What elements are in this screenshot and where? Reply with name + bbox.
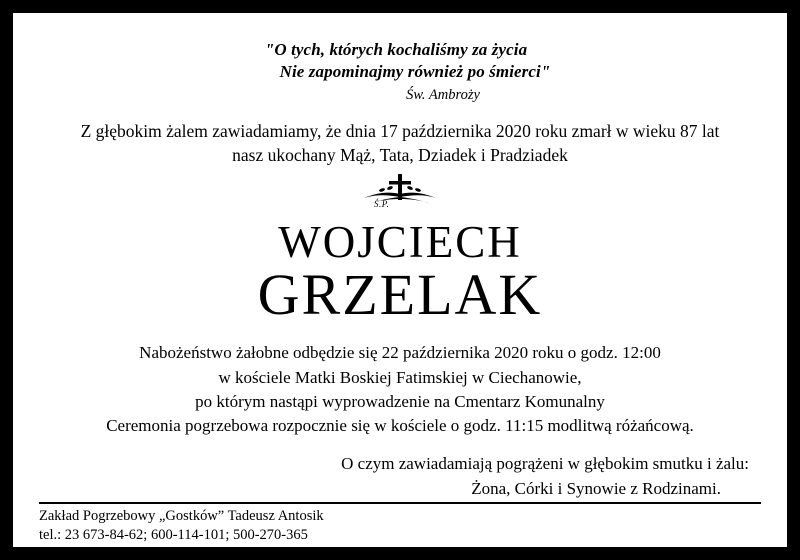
cross-with-wheat-and-palm-icon bbox=[352, 173, 448, 213]
service-line-2: w kościele Matki Boskiej Fatimskiej w Ciechanowie, bbox=[218, 367, 582, 387]
deceased-surname: GRZELAK bbox=[257, 261, 543, 327]
service-details bbox=[39, 341, 761, 438]
sp-abbreviation: Ś.P. bbox=[374, 199, 390, 210]
announcement-text bbox=[39, 120, 761, 167]
funeral-home-phones: tel.: 23 673-84-62; 600-114-101; 500-270-365 bbox=[39, 527, 308, 544]
funeral-home-footer bbox=[39, 502, 761, 547]
family-signoff bbox=[39, 452, 761, 501]
service-line-3: po którym nastąpi wyprowadzenie na Cmentarz Komunalny bbox=[195, 391, 605, 411]
quote-line-2: Nie zapominajmy również po śmierci" bbox=[279, 61, 551, 81]
deceased-given-name: WOJCIECH bbox=[278, 217, 522, 268]
funeral-home-name: Zakład Pogrzebowy „Gostków” Tadeusz Antosik bbox=[39, 508, 324, 525]
service-line-1: Nabożeństwo żałobne odbędzie się 22 października 2020 roku o godz. 12:00 bbox=[139, 343, 661, 363]
signoff-line-2: Żona, Córki i Synowie z Rodzinami. bbox=[471, 478, 721, 498]
quote-author: Św. Ambroży bbox=[406, 86, 480, 103]
announcement-line-1: Z głębokim żalem zawiadamiamy, że dnia 17 października 2020 roku zmarł w wieku 87 lat bbox=[80, 121, 720, 142]
obituary-inner-frame bbox=[10, 10, 790, 550]
deceased-name bbox=[39, 219, 761, 325]
epitaph-quote bbox=[39, 39, 761, 104]
announcement-line-2: nasz ukochany Mąż, Tata, Dziadek i Pradziadek bbox=[232, 144, 568, 165]
service-line-4: Ceremonia pogrzebowa rozpocznie się w kościele o godz. 11:15 modlitwą różańcową. bbox=[106, 415, 694, 435]
emblem bbox=[39, 173, 761, 217]
quote-line-1: "O tych, których kochaliśmy za życia bbox=[264, 40, 528, 59]
signoff-line-1: O czym zawiadamiają pogrążeni w głębokim smutku i żalu: bbox=[341, 453, 749, 473]
